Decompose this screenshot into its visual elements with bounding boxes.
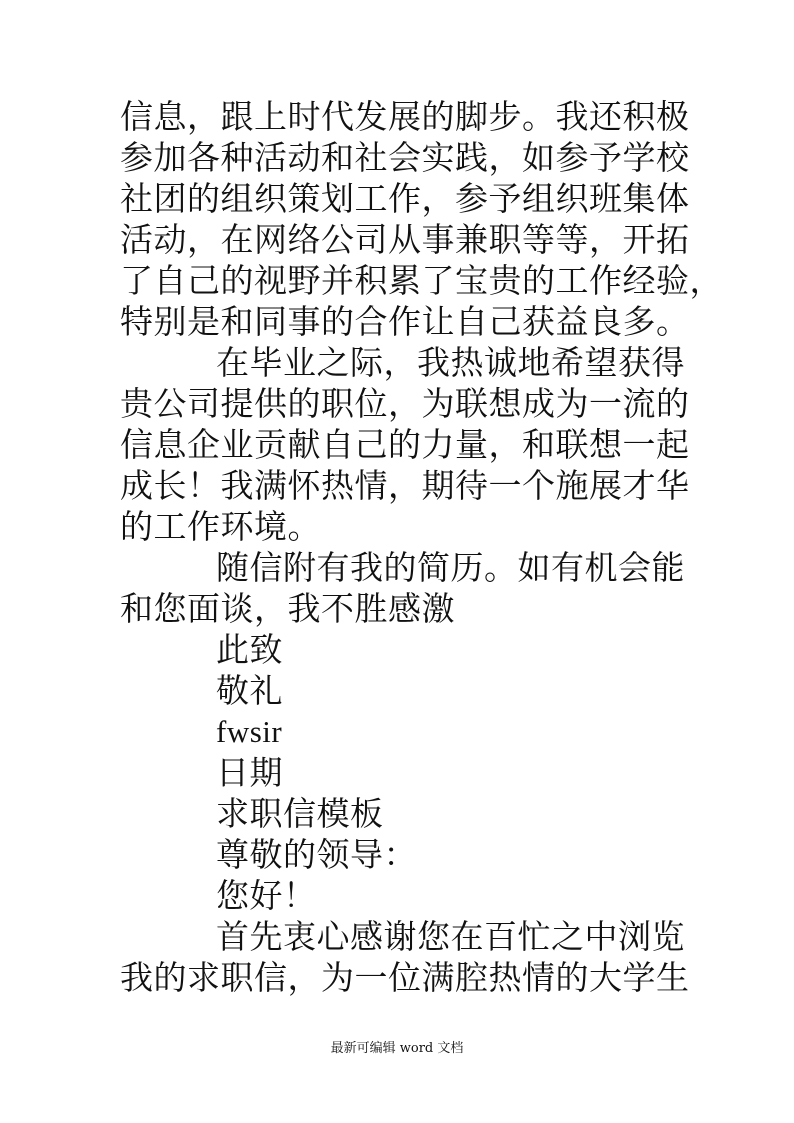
text-line: 成长！我满怀热情，期待一个施展才华 bbox=[120, 466, 690, 505]
date-line: 日期 bbox=[216, 753, 283, 792]
text-line: 了自己的视野并积累了宝贵的工作经验， bbox=[120, 261, 723, 300]
text-line: 贵公司提供的职位，为联想成为一流的 bbox=[120, 384, 690, 423]
text-line: 信息企业贡献自己的力量，和联想一起 bbox=[120, 425, 690, 464]
greeting-line: 尊敬的领导： bbox=[216, 835, 417, 874]
paragraph-start-line: 首先衷心感谢您在百忙之中浏览 bbox=[216, 917, 685, 956]
page-footer: 最新可编辑 word 文档 bbox=[330, 1041, 464, 1056]
salutation-line: 敬礼 bbox=[216, 671, 283, 710]
letter-body bbox=[120, 96, 723, 998]
paragraph-start-line: 在毕业之际，我热诚地希望获得 bbox=[216, 343, 685, 382]
text-line: 社团的组织策划工作，参予组织班集体 bbox=[120, 179, 690, 218]
greeting-line: 您好！ bbox=[216, 876, 317, 915]
text-line: 参加各种活动和社会实践，如参予学校 bbox=[120, 138, 690, 177]
text-line: 我的求职信，为一位满腔热情的大学生 bbox=[120, 958, 690, 997]
closing-line: 此致 bbox=[216, 630, 283, 669]
section-heading: 求职信模板 bbox=[216, 794, 384, 833]
text-line: 信息，跟上时代发展的脚步。我还积极 bbox=[120, 97, 690, 136]
text-line: 特别是和同事的合作让自己获益良多。 bbox=[120, 302, 690, 341]
text-line: 的工作环境。 bbox=[120, 507, 321, 546]
text-line: 活动，在网络公司从事兼职等等，开拓 bbox=[120, 220, 690, 259]
paragraph-start-line: 随信附有我的简历。如有机会能 bbox=[216, 548, 685, 587]
signature-name: fwsir bbox=[216, 714, 283, 749]
text-line: 和您面谈，我不胜感激 bbox=[120, 589, 455, 628]
